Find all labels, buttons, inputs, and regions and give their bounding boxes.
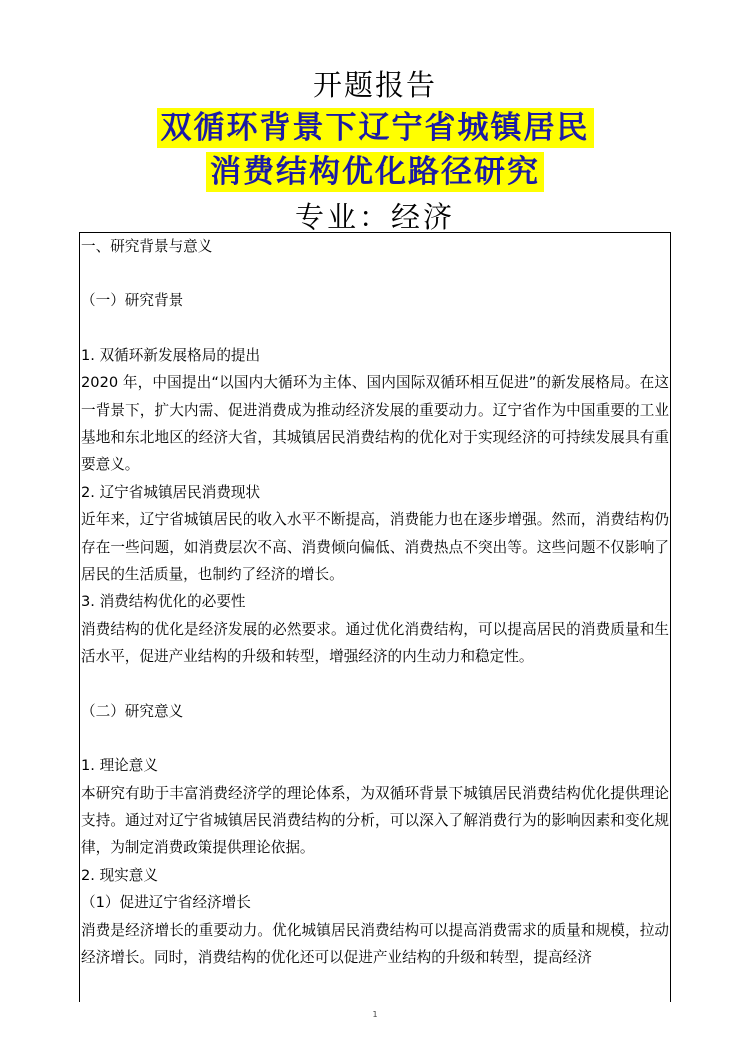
item-heading-practical: 2. 现实意义 [81,866,158,884]
content-body [80,233,670,971]
item-text-theoretical: 本研究有助于丰富消费经济学的理论体系，为双循环背景下城镇居民消费结构优化提供理论支持。通过对辽宁省城镇居民消费结构的分析，可以深入了解消费行为的影响因素和变化规律，为制定消费政策提供理论依据。 [81,784,669,857]
subtitle-line-1: 双循环背景下辽宁省城镇居民 [157,108,594,148]
item-text-optimization-necessity: 消费结构的优化是经济发展的必然要求。通过优化消费结构，可以提高居民的消费质量和生活水平，促进产业结构的升级和转型，增强经济的内生动力和稳定性。 [81,620,669,666]
section-heading-background: 一、研究背景与意义 [81,238,213,255]
subtitle-line-2: 消费结构优化路径研究 [206,152,544,192]
major-label: 专业：经济 [294,200,455,234]
item-text-dual-circulation: 2020 年，中国提出“以国内大循环为主体、国内国际双循环相互促进”的新发展格局。在这一背景下，扩大内需、促进消费成为推动经济发展的重要动力。辽宁省作为中国重要的工业基地和东北地区的经济大省，其城镇居民消费结构的优化对于实现经济的可持续发展具有重要意义。 [81,374,669,474]
item-heading-optimization-necessity: 3. 消费结构优化的必要性 [81,593,246,611]
subsection-heading-significance: （二）研究意义 [81,702,184,720]
item-text-consumption-status: 近年来，辽宁省城镇居民的收入水平不断提高，消费能力也在逐步增强。然而，消费结构仍存在一些问题，如消费层次不高、消费倾向偏低、消费热点不突出等。这些问题不仅影响了居民的生活质量，也制约了经济的增长。 [81,511,669,584]
item-heading-theoretical: 1. 理论意义 [81,757,158,775]
document-title: 开题报告 [312,68,437,102]
item-heading-consumption-status: 2. 辽宁省城镇居民消费现状 [81,483,261,501]
page-number: 1 [372,1010,378,1019]
item-text-growth: 消费是经济增长的重要动力。优化城镇居民消费结构可以提高消费需求的质量和规模，拉动经济增长。同时，消费结构的优化还可以促进产业结构的升级和转型，提高经济 [81,921,669,966]
content-box [79,232,671,1002]
title-block [0,66,750,236]
item-subheading-growth: （1）促进辽宁省经济增长 [81,894,251,912]
subsection-heading-background: （一）研究背景 [81,292,184,310]
item-heading-dual-circulation: 1. 双循环新发展格局的提出 [81,346,261,364]
